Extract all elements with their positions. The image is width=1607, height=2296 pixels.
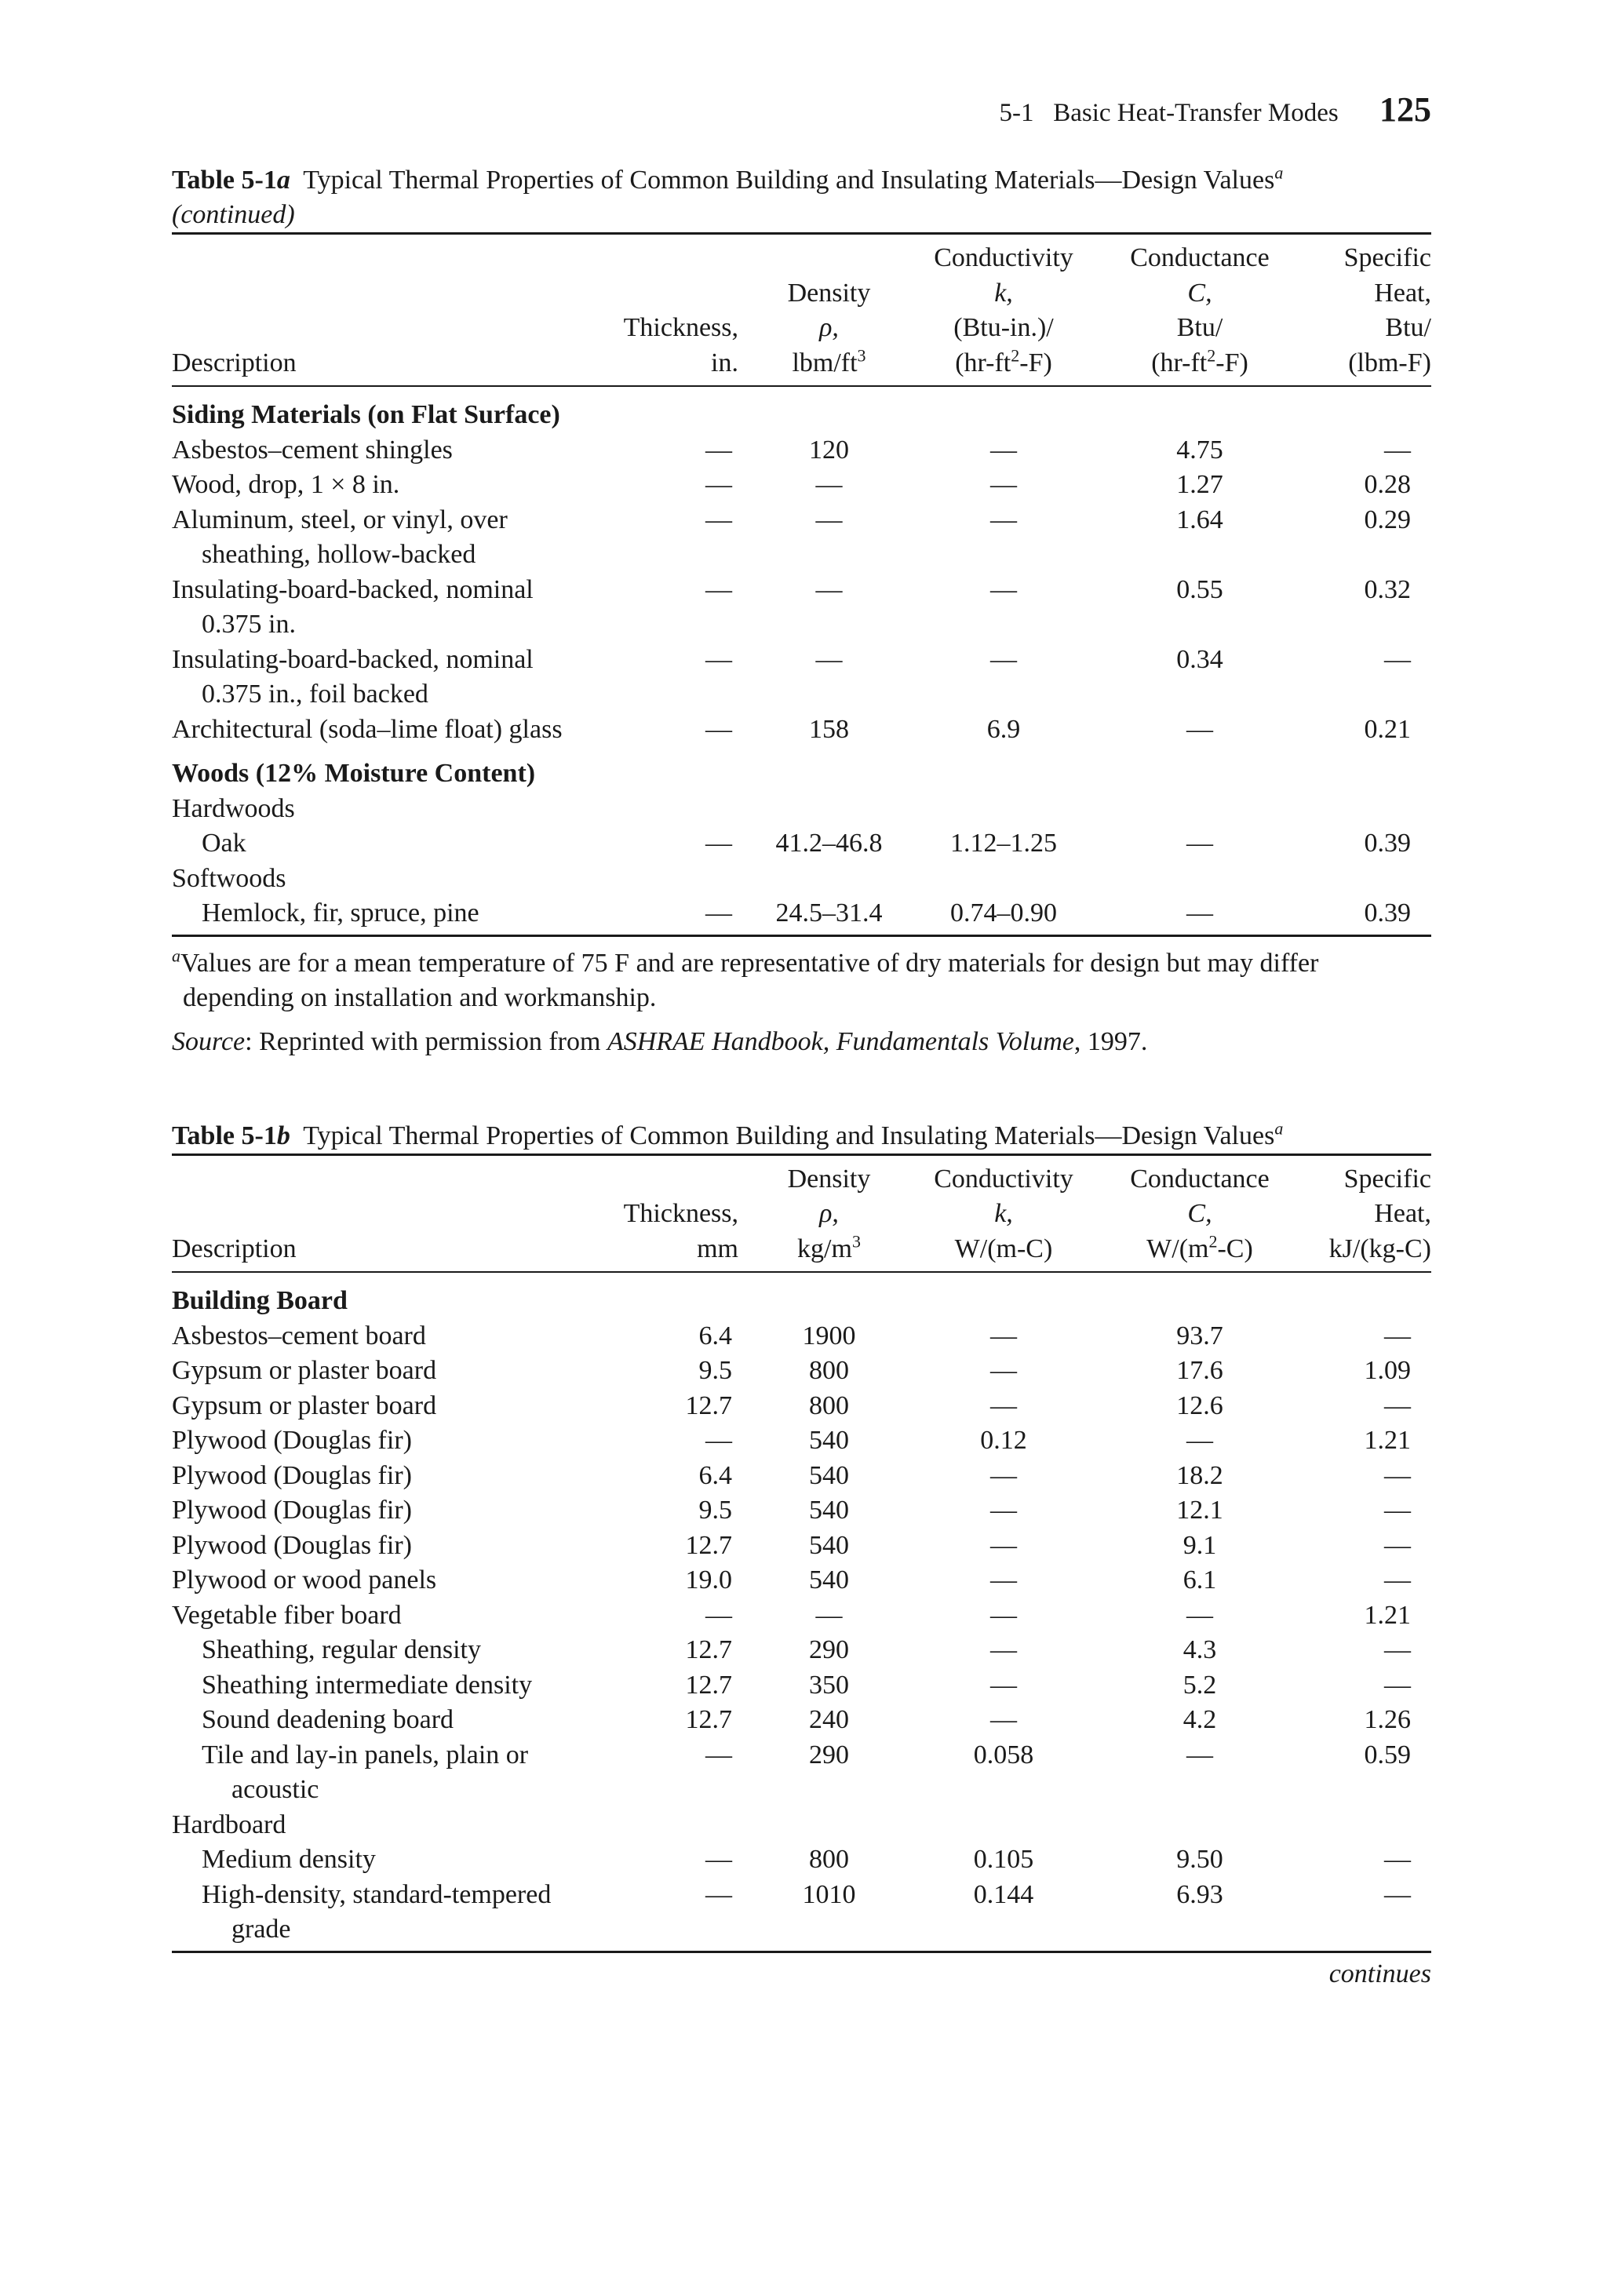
cell-density <box>752 1808 906 1843</box>
cell-conductance <box>1102 1808 1298 1843</box>
cell-conductance: 17.6 <box>1176 1356 1223 1385</box>
cell-conductivity: — <box>990 1321 1017 1350</box>
table-b <box>172 1153 1431 1953</box>
cell-specific-heat: — <box>1384 1635 1411 1664</box>
cell-description: Insulating-board-backed, nominal 0.375 in., foil backed <box>172 644 534 709</box>
cell-conductivity: 6.9 <box>986 714 1021 744</box>
cell-conductance: 4.3 <box>1182 1635 1217 1664</box>
cell-conductance: — <box>1186 1426 1213 1455</box>
cell-specific-heat: 1.21 <box>1364 1426 1411 1455</box>
table-row <box>172 1842 1431 1878</box>
cell-conductivity: — <box>990 1635 1017 1664</box>
cell-specific-heat: — <box>1384 644 1411 674</box>
cell-specific-heat: 0.59 <box>1364 1740 1411 1769</box>
col-description: Description <box>172 348 297 377</box>
cell-conductivity: 0.058 <box>973 1740 1034 1769</box>
continues-label: continues <box>1328 1959 1431 1988</box>
cell-conductivity: — <box>990 1496 1017 1525</box>
source-note: Source: Reprinted with permission from ASHRAE Handbook, Fundamentals Volume, 1997. <box>172 1026 1148 1056</box>
page-number: 125 <box>1379 90 1431 129</box>
cell-description: Softwoods <box>172 863 286 893</box>
cell-conductance <box>1102 862 1298 897</box>
cell-description: Aluminum, steel, or vinyl, over sheathing, hollow-backed <box>172 505 508 569</box>
cell-description: Sheathing intermediate density <box>202 1670 533 1700</box>
col-description: Description <box>172 1234 297 1263</box>
table-row <box>172 1459 1431 1494</box>
cell-thickness: 12.7 <box>685 1670 732 1700</box>
cell-density: 540 <box>809 1530 849 1560</box>
cell-conductivity: — <box>990 1356 1017 1385</box>
cell-conductivity <box>906 792 1102 827</box>
table-a <box>172 232 1431 937</box>
cell-density: 158 <box>809 714 849 744</box>
cell-density: 350 <box>809 1670 849 1700</box>
cell-conductivity: — <box>990 1460 1017 1490</box>
continued-label: (continued) <box>172 200 295 229</box>
cell-conductivity <box>906 862 1102 897</box>
cell-conductivity: — <box>990 470 1017 499</box>
table-row <box>172 433 1431 468</box>
cell-density: — <box>815 505 843 534</box>
cell-thickness: — <box>705 1600 732 1630</box>
cell-conductance: 4.75 <box>1176 435 1223 465</box>
cell-conductance <box>1102 792 1298 827</box>
cell-specific-heat <box>1298 862 1431 897</box>
table-a-footnotes <box>172 946 1431 1059</box>
cell-density: — <box>815 644 843 674</box>
table-row <box>172 1563 1431 1598</box>
cell-thickness: — <box>705 829 732 858</box>
cell-description: Medium density <box>202 1845 376 1874</box>
cell-conductance: — <box>1186 898 1213 928</box>
cell-description: Sound deadening board <box>202 1705 454 1734</box>
cell-specific-heat: — <box>1384 1530 1411 1560</box>
cell-density: 540 <box>809 1565 849 1594</box>
cell-conductance: 0.34 <box>1176 644 1223 674</box>
section-heading: Woods (12% Moisture Content) <box>172 759 536 788</box>
cell-thickness: — <box>705 435 732 465</box>
cell-thickness: 12.7 <box>685 1705 732 1734</box>
section-heading-row <box>172 747 1431 792</box>
cell-thickness: 12.7 <box>685 1390 732 1420</box>
section-heading-row <box>172 386 1431 433</box>
cell-density: 41.2–46.8 <box>775 829 883 858</box>
table-b-header <box>172 1154 1431 1272</box>
cell-conductance: 12.6 <box>1176 1390 1223 1420</box>
cell-conductance: 4.2 <box>1182 1705 1217 1734</box>
table-row <box>172 1878 1431 1952</box>
cell-conductance: — <box>1186 1600 1213 1630</box>
cell-thickness: — <box>705 898 732 928</box>
cell-conductance: — <box>1186 829 1213 858</box>
cell-density: 120 <box>809 435 849 465</box>
col-thickness: Thickness, mm <box>623 1199 738 1263</box>
cell-density: 290 <box>809 1635 849 1664</box>
cell-density: 800 <box>809 1845 849 1874</box>
cell-specific-heat: — <box>1384 1321 1411 1350</box>
cell-conductance: 6.1 <box>1182 1565 1217 1594</box>
col-density: Density ρ, lbm/$ft^3$ <box>787 278 871 377</box>
table-row <box>172 1808 1431 1843</box>
col-specific-heat: Specific Heat, kJ/(kg-C) <box>1328 1164 1431 1263</box>
table-row <box>172 468 1431 503</box>
cell-density: 800 <box>809 1356 849 1385</box>
table-row <box>172 896 1431 935</box>
cell-specific-heat: 1.09 <box>1364 1356 1411 1385</box>
cell-thickness: 9.5 <box>698 1496 732 1525</box>
table-row <box>172 862 1431 897</box>
cell-density: 240 <box>809 1705 849 1734</box>
col-thickness: Thickness, in. <box>623 313 738 377</box>
cell-thickness: 19.0 <box>685 1565 732 1594</box>
cell-description: Sheathing, regular density <box>202 1635 481 1664</box>
cell-description: Asbestos–cement board <box>172 1321 426 1350</box>
section-heading: Building Board <box>172 1286 348 1315</box>
cell-conductivity: 1.12–1.25 <box>950 829 1057 858</box>
table-a-caption: Table 5-1a Typical Thermal Properties of Common Building and Insulating Materials—Design Values$^a$ (continued) <box>172 162 1284 229</box>
cell-thickness: 12.7 <box>685 1530 732 1560</box>
section-heading-row <box>172 1272 1431 1319</box>
cell-thickness <box>596 792 752 827</box>
cell-conductance: 12.1 <box>1176 1496 1223 1525</box>
table-b-caption: Table 5-1b Typical Thermal Properties of Common Building and Insulating Materials—Design Values$^a$ <box>172 1118 1284 1150</box>
cell-conductance: — <box>1186 714 1213 744</box>
cell-density <box>752 792 906 827</box>
cell-description: Wood, drop, 1 × 8 in. <box>172 470 400 499</box>
cell-thickness: — <box>705 1426 732 1455</box>
cell-description: Architectural (soda–lime float) glass <box>172 714 563 744</box>
cell-density: 540 <box>809 1460 849 1490</box>
cell-description: Plywood (Douglas fir) <box>172 1496 412 1525</box>
cell-specific-heat: — <box>1384 1845 1411 1874</box>
cell-specific-heat: 0.39 <box>1364 898 1411 928</box>
cell-thickness: 6.4 <box>698 1321 732 1350</box>
cell-thickness: 12.7 <box>685 1635 732 1664</box>
cell-conductivity: — <box>990 574 1017 604</box>
cell-description: Gypsum or plaster board <box>172 1390 437 1420</box>
cell-conductivity: — <box>990 1705 1017 1734</box>
table-row <box>172 1493 1431 1529</box>
cell-density: 1010 <box>802 1879 856 1909</box>
footnote: $^a$Values are for a mean temperature of 75 F and are representative of dry materials for design but may differ depending on installation and workmanship. <box>172 946 1319 1012</box>
table-b-body <box>172 1272 1431 1952</box>
cell-thickness: 6.4 <box>698 1460 732 1490</box>
cell-conductance: 5.2 <box>1182 1670 1217 1700</box>
cell-conductivity: — <box>990 435 1017 465</box>
col-conductance: Conductance C, $W/(m^2-C)$ <box>1130 1164 1270 1263</box>
col-specific-heat: Specific Heat, Btu/ (lbm-F) <box>1343 243 1431 377</box>
table-row <box>172 1319 1431 1354</box>
cell-description: Hardwoods <box>172 793 295 823</box>
cell-density: 540 <box>809 1426 849 1455</box>
cell-specific-heat: — <box>1384 1879 1411 1909</box>
cell-thickness: 9.5 <box>698 1356 732 1385</box>
section-title: Basic Heat-Transfer Modes <box>1053 99 1339 127</box>
cell-conductance: 9.1 <box>1182 1530 1217 1560</box>
cell-density <box>752 862 906 897</box>
table-row <box>172 1529 1431 1564</box>
table-row <box>172 1633 1431 1668</box>
page <box>172 86 1431 1989</box>
table-row <box>172 1598 1431 1634</box>
cell-density: — <box>815 470 843 499</box>
cell-description: Hemlock, fir, spruce, pine <box>202 898 479 928</box>
cell-thickness: — <box>705 574 732 604</box>
cell-thickness <box>596 1808 752 1843</box>
cell-conductance: 6.93 <box>1176 1879 1223 1909</box>
cell-description: High-density, standard-tempered grade <box>202 1879 552 1944</box>
table-row <box>172 643 1431 712</box>
cell-conductivity: 0.105 <box>973 1845 1034 1874</box>
cell-conductivity: — <box>990 1670 1017 1700</box>
col-conductivity: Conductivity k, (Btu-in.)/ $(hr-ft^2-F)$ <box>934 243 1073 377</box>
table-row <box>172 712 1431 748</box>
cell-conductance: 9.50 <box>1176 1845 1223 1874</box>
table-row <box>172 826 1431 862</box>
cell-description: Gypsum or plaster board <box>172 1356 437 1385</box>
cell-specific-heat: 0.28 <box>1364 470 1411 499</box>
col-conductance: Conductance C, Btu/ $(hr-ft^2-F)$ <box>1130 243 1270 377</box>
cell-conductivity: — <box>990 1565 1017 1594</box>
cell-description: Tile and lay-in panels, plain or acoustic <box>202 1740 529 1804</box>
cell-thickness <box>596 862 752 897</box>
cell-conductance: 0.55 <box>1176 574 1223 604</box>
table-row <box>172 1668 1431 1704</box>
cell-conductivity: — <box>990 1530 1017 1560</box>
table-row <box>172 792 1431 827</box>
cell-description: Plywood or wood panels <box>172 1565 437 1594</box>
section-heading: Siding Materials (on Flat Surface) <box>172 400 560 429</box>
cell-specific-heat: 1.21 <box>1364 1600 1411 1630</box>
cell-conductivity: — <box>990 505 1017 534</box>
col-conductivity: Conductivity k, W/(m-C) <box>934 1164 1073 1263</box>
cell-thickness: — <box>705 1740 732 1769</box>
cell-density: 1900 <box>802 1321 856 1350</box>
table-a-header <box>172 234 1431 387</box>
cell-conductance: 1.27 <box>1176 470 1223 499</box>
cell-specific-heat: — <box>1384 1496 1411 1525</box>
cell-conductance: 18.2 <box>1176 1460 1223 1490</box>
cell-thickness: — <box>705 470 732 499</box>
cell-conductivity: 0.12 <box>980 1426 1027 1455</box>
cell-specific-heat <box>1298 1808 1431 1843</box>
cell-specific-heat: 1.26 <box>1364 1705 1411 1734</box>
cell-specific-heat: 0.29 <box>1364 505 1411 534</box>
cell-description: Plywood (Douglas fir) <box>172 1530 412 1560</box>
table-row <box>172 1738 1431 1808</box>
cell-specific-heat: 0.32 <box>1364 574 1411 604</box>
cell-specific-heat: 0.21 <box>1364 714 1411 744</box>
cell-specific-heat: — <box>1384 1565 1411 1594</box>
col-density: Density ρ, $kg/m^3$ <box>787 1164 871 1263</box>
cell-density: 24.5–31.4 <box>775 898 883 928</box>
cell-conductivity: — <box>990 644 1017 674</box>
cell-conductance: 93.7 <box>1176 1321 1223 1350</box>
cell-density: 290 <box>809 1740 849 1769</box>
cell-description: Insulating-board-backed, nominal 0.375 in. <box>172 574 534 639</box>
cell-conductivity <box>906 1808 1102 1843</box>
cell-thickness: — <box>705 1845 732 1874</box>
cell-specific-heat: — <box>1384 1460 1411 1490</box>
cell-specific-heat: — <box>1384 435 1411 465</box>
cell-thickness: — <box>705 714 732 744</box>
cell-thickness: — <box>705 505 732 534</box>
table-row <box>172 1354 1431 1389</box>
cell-thickness: — <box>705 644 732 674</box>
cell-density: — <box>815 574 843 604</box>
table-row <box>172 573 1431 643</box>
cell-conductivity: 0.144 <box>973 1879 1034 1909</box>
cell-specific-heat: — <box>1384 1670 1411 1700</box>
cell-description: Vegetable fiber board <box>172 1600 402 1630</box>
table-a-body <box>172 386 1431 935</box>
cell-description: Plywood (Douglas fir) <box>172 1460 412 1490</box>
cell-conductivity: — <box>990 1600 1017 1630</box>
cell-specific-heat <box>1298 792 1431 827</box>
table-row <box>172 1703 1431 1738</box>
cell-specific-heat: — <box>1384 1390 1411 1420</box>
cell-density: 800 <box>809 1390 849 1420</box>
table-row <box>172 1389 1431 1424</box>
cell-conductivity: 0.74–0.90 <box>950 898 1057 928</box>
cell-description: Oak <box>202 829 246 858</box>
table-row <box>172 503 1431 573</box>
cell-description: Plywood (Douglas fir) <box>172 1426 412 1455</box>
cell-conductance: — <box>1186 1740 1213 1769</box>
cell-conductivity: — <box>990 1390 1017 1420</box>
cell-specific-heat: 0.39 <box>1364 829 1411 858</box>
cell-density: — <box>815 1600 843 1630</box>
running-head <box>172 86 1431 133</box>
cell-description: Hardboard <box>172 1809 286 1839</box>
cell-density: 540 <box>809 1496 849 1525</box>
cell-thickness: — <box>705 1879 732 1909</box>
cell-description: Asbestos–cement shingles <box>172 435 453 465</box>
cell-conductance: 1.64 <box>1176 505 1223 534</box>
section-number: 5-1 <box>999 99 1034 127</box>
table-row <box>172 1423 1431 1459</box>
